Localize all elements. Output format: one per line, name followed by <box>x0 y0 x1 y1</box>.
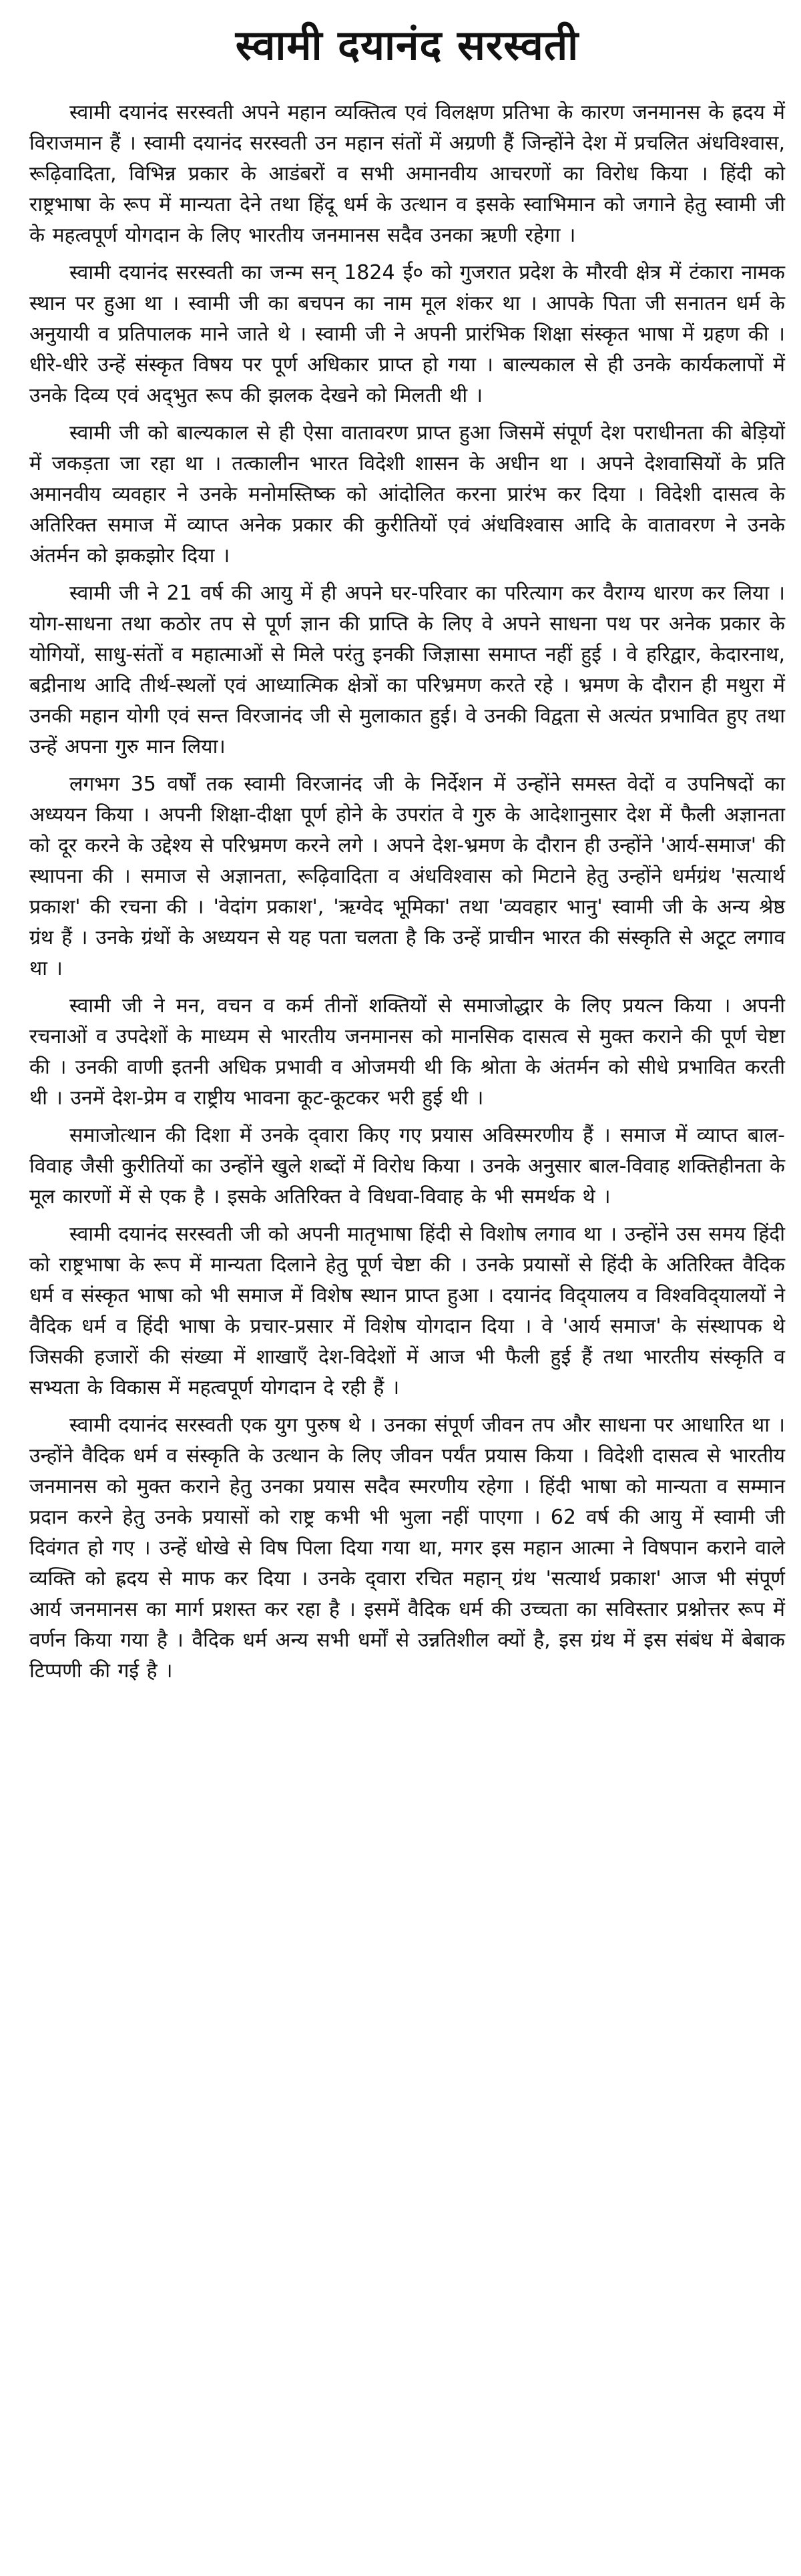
page-title: स्वामी दयानंद सरस्वती <box>235 21 579 69</box>
paragraph-3: स्वामी जी को बाल्यकाल से ही ऐसा वातावरण प्राप्त हुआ जिसमें संपूर्ण देश पराधीनता की बेड़ियों में जकड़ता जा रहा था । तत्कालीन भारत विदेशी शासन के अधीन था । अपने देशवासियों के प्रति अमानवीय व्यवहार ने उनके मनोमस्तिष्क को आंदोलित करना प्रारंभ कर दिया । विदेशी दासत्व के अतिरिक्त समाज में व्याप्त अनेक प्रकार की कुरीतियों एवं अंधविश्वास आदि के वातावरण ने उनके अंतर्मन को झकझोर दिया । <box>29 421 785 568</box>
paragraph-9: स्वामी दयानंद सरस्वती एक युग पुरुष थे । उनका संपूर्ण जीवन तप और साधना पर आधारित था । उन्होंने वैदिक धर्म व संस्कृति के उत्थान के लिए जीवन पर्यंत प्रयास किया । विदेशी दासत्व से भारतीय जनमानस को मुक्त कराने हेतु उनका प्रयास सदैव स्मरणीय रहेगा । हिंदी भाषा को मान्यता व सम्मान प्रदान करने हेतु उनके प्रयासों को राष्ट्र कभी भी भुला नहीं पाएगा । 62 वर्ष की आयु में स्वामी जी दिवंगत हो गए । उन्हें धोखे से विष पिला दिया गया था, मगर इस महान आत्मा ने विषपान कराने वाले व्यक्ति को ह्रदय से माफ कर दिया । उनके द्‌वारा रचित महान् ग्रंथ 'सत्यार्थ प्रकाश' आज भी संपूर्ण आर्य जनमानस का मार्ग प्रशस्त कर रहा है । इसमें वैदिक धर्म की उच्चता का सविस्तार प्रश्नोत्तर रूप में वर्णन किया गया है । वैदिक धर्म अन्य सभी धर्मों से उन्नतिशील क्यों है, इस ग्रंथ में इस संबंध में बेबाक टिप्पणी की गई है । <box>29 1414 785 1683</box>
paragraph-5: लगभग 35 वर्षों तक स्वामी विरजानंद जी के निर्देशन में उन्होंने समस्त वेदों व उपनिषदों का अध्ययन किया । अपनी शिक्षा-दीक्षा पूर्ण होने के उपरांत वे गुरु के आदेशानुसार देश में फैली अज्ञानता को दूर करने के उद्देश्य से परिभ्रमण करने लगे । अपने देश-भ्रमण के दौरान ही उन्होंने 'आर्य-समाज' की स्थापना की । समाज से अज्ञानता, रूढ़िवादिता व अंधविश्वास को मिटाने हेतु उन्होंने धर्मग्रंथ 'सत्यार्थ प्रकाश' की रचना की । 'वेदांग प्रकाश', 'ऋग्वेद भूमिका' तथा 'व्यवहार भानु' स्वामी जी के अन्य श्रेष्ठ ग्रंथ हैं । उनके ग्रंथों के अध्ययन से यह पता चलता है कि उन्हें प्राचीन भारत की संस्कृति से अटूट लगाव था । <box>29 773 785 980</box>
paragraph-4: स्वामी जी ने 21 वर्ष की आयु में ही अपने घर-परिवार का परित्याग कर वैराग्य धारण कर लिया । योग-साधना तथा कठोर तप से पूर्ण ज्ञान की प्राप्ति के लिए वे अपने साधना पथ पर अनेक प्रकार के योगियों, साधु-संतों व महात्माओं से मिले परंतु इनकी जिज्ञासा समाप्त नहीं हुई । वे हरिद्वार, केदारनाथ, बद्रीनाथ आदि तीर्थ-स्थलों एवं आध्यात्मिक क्षेत्रों का परिभ्रमण करते रहे । भ्रमण के दौरान ही मथुरा में उनकी महान योगी एवं सन्त विरजानंद जी से मुलाकात हुई। वे उनकी विद्वता से अत्यंत प्रभावित हुए तथा उन्हें अपना गुरु मान लिया। <box>29 582 785 759</box>
paragraph-6: स्वामी जी ने मन, वचन व कर्म तीनों शक्तियों से समाजोद्धार के लिए प्रयत्न किया । अपनी रचनाओं व उपदेशों के माध्यम से भारतीय जनमानस को मानसिक दासत्व से मुक्त कराने की पूर्ण चेष्टा की । उनकी वाणी इतनी अधिक प्रभावी व ओजमयी थी कि श्रोता के अंतर्मन को सीधे प्रभावित करती थी । उनमें देश-प्रेम व राष्ट्रीय भावना कूट-कूटकर भरी हुई थी । <box>29 994 785 1110</box>
paragraph-8: स्वामी दयानंद सरस्वती जी को अपनी मातृभाषा हिंदी से विशोष लगाव था । उन्होंने उस समय हिंदी को राष्ट्रभाषा के रूप में मान्यता दिलाने हेतु पूर्ण चेष्टा की । उनके प्रयासों से हिंदी के अतिरिक्त वैदिक धर्म व संस्कृत भाषा को भी समाज में विशेष स्थान प्राप्त हुआ । दयानंद विद्‌यालय व विश्वविद्‌यालयों ने वैदिक धर्म व हिंदी भाषा के प्रचार-प्रसार में विशेष योगदान दिया । वे 'आर्य समाज' के संस्थापक थे जिसकी हजारों की संख्या में शाखाएँ देश-विदेशों में आज भी फैली हुई हैं तथा भारतीय संस्कृति व सभ्यता के विकास में महत्वपूर्ण योगदान दे रही हैं । <box>29 1223 785 1400</box>
paragraph-2: स्वामी दयानंद सरस्वती का जन्म सन् 1824 ई० को गुजरात प्रदेश के मौरवी क्षेत्र में टंकारा नामक स्थान पर हुआ था । स्वामी जी का बचपन का नाम मूल शंकर था । आपके पिता जी सनातन धर्म के अनुयायी व प्रतिपालक माने जाते थे । स्वामी जी ने अपनी प्रारंभिक शिक्षा संस्कृत भाषा में ग्रहण की । धीरे-धीरे उन्हें संस्कृत विषय पर पूर्ण अधिकार प्राप्त हो गया । बाल्यकाल से ही उनके कार्यकलापों में उनके दिव्य एवं अद्‌भुत रूप की झलक देखने को मिलती थी । <box>29 261 785 407</box>
paragraph-1: स्वामी दयानंद सरस्वती अपने महान व्यक्तित्व एवं विलक्षण प्रतिभा के कारण जनमानस के ह्रदय में विराजमान हैं । स्वामी दयानंद सरस्वती उन महान संतों में अग्रणी हैं जिन्होंने देश में प्रचलित अंधविश्वास, रूढ़िवादिता, विभिन्न प्रकार के आडंबरों व सभी अमानवीय आचरणों का विरोध किया । हिंदी को राष्ट्रभाषा के रूप में मान्यता देने तथा हिंदू धर्म के उत्थान व इसके स्वाभिमान को जगाने हेतु स्वामी जी के महत्वपूर्ण योगदान के लिए भारतीय जनमानस सदैव उनका ऋणी रहेगा । <box>29 101 785 247</box>
paragraph-7: समाजोत्थान की दिशा में उनके द्‌वारा किए गए प्रयास अविस्मरणीय हैं । समाज में व्याप्त बाल-विवाह जैसी कुरीतियों का उन्होंने खुले शब्दों में विरोध किया । उनके अनुसार बाल-विवाह शक्तिहीनता के मूल कारणों में से एक है । इसके अतिरिक्त वे विधवा-विवाह के भी समर्थक थे । <box>29 1124 785 1209</box>
